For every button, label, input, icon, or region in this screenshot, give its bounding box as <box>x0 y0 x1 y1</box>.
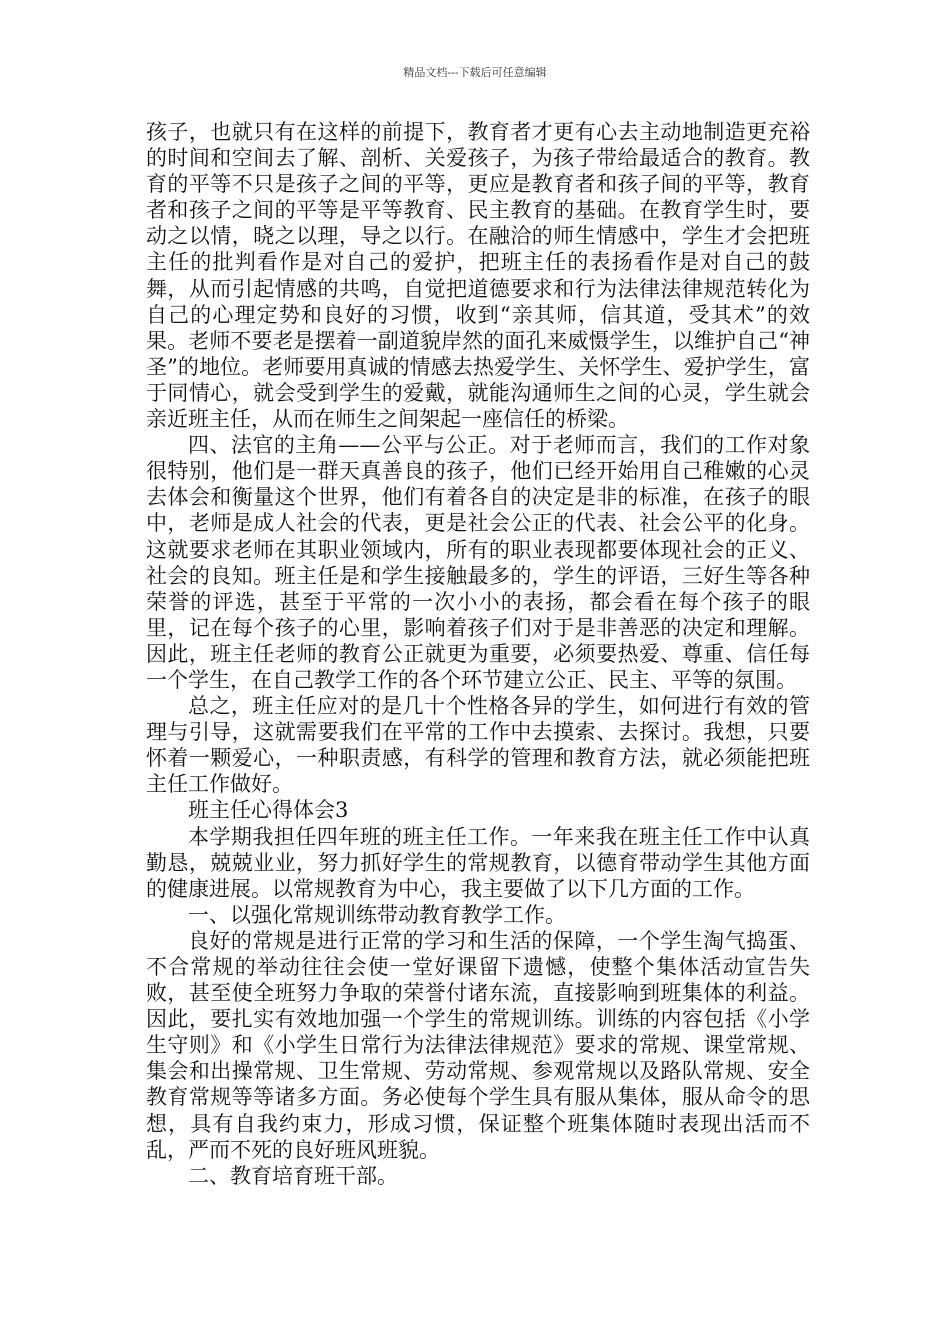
section-heading: 班主任心得体会3 <box>188 798 349 823</box>
paragraph-continuation: 孩子，也就只有在这样的前提下，教育者才更有心去主动地制造更充裕的时间和空间去了解、剖析、关爱孩子，为孩子带给最适合的教育。教育的平等不只是孩子之间的平等，更应是教育者和孩子间的平等，教育者和孩子之间的平等是平等教育、民主教育的基础。在教育学生时，要动之以情，晓之以理，导之以行。在融洽的师生情感中，学生才会把班主任的批判看作是对自己的爱护，把班主任的表扬看作是对自己的鼓舞，从而引起情感的共鸣，自觉把道德要求和行为法律法律规范转化为自己的心理定势和良好的习惯，收到“亲其师，信其道，受其术”的效果。老师不要老是摆着一副道貌岸然的面孔来威慑学生，以维护自己“神圣”的地位。老师要用真诚的情感去热爱学生、关怀学生、爱护学生，富于同情心，就会受到学生的爱戴，就能沟通师生之间的心灵，学生就会亲近班主任，从而在师生之间架起一座信任的桥梁。 <box>146 120 810 432</box>
paragraph-summary: 总之，班主任应对的是几十个性格各异的学生，如何进行有效的管理与引导，这就需要我们在平常的工作中去摸索、去探讨。我想，只要怀着一颗爱心，一种职责感，有科学的管理和教育方法，就必须能把班主任工作做好。 <box>146 694 810 797</box>
document-body <box>146 119 810 1189</box>
subheading-two: 二、教育培育班干部。 <box>188 1163 398 1188</box>
paragraph-intro: 本学期我担任四年班的班主任工作。一年来我在班主任工作中认真勤恳，兢兢业业，努力抓好学生的常规教育，以德育带动学生其他方面的健康进展。以常规教育为中心，我主要做了以下几方面的工作。 <box>146 824 810 901</box>
page-header: 精品文档---下载后可任意编辑 <box>403 66 547 79</box>
paragraph-section-four: 四、法官的主角——公平与公正。对于老师而言，我们的工作对象很特别，他们是一群天真善良的孩子，他们已经开始用自己稚嫩的心灵去体会和衡量这个世界，他们有着各自的决定是非的标准，在孩子的眼中，老师是成人社会的代表，更是社会公正的代表、社会公平的化身。这就要求老师在其职业领域内，所有的职业表现都要体现社会的正义、社会的良知。班主任是和学生接触最多的，学生的评语，三好生等各种荣誉的评选，甚至于平常的一次小小的表扬，都会看在每个孩子的眼里，记在每个孩子的心里，影响着孩子们对于是非善恶的决定和理解。因此，班主任老师的教育公正就更为重要，必须要热爱、尊重、信任每一个学生，在自己教学工作的各个环节建立公正、民主、平等的氛围。 <box>146 433 810 692</box>
subheading-one: 一、以强化常规训练带动教育教学工作。 <box>188 902 566 927</box>
paragraph-routine-training: 良好的常规是进行正常的学习和生活的保障，一个学生淘气捣蛋、不合常规的举动往往会使一堂好课留下遗憾，使整个集体活动宣告失败，甚至使全班努力争取的荣誉付诸东流，直接影响到班集体的利益。因此，要扎实有效地加强一个学生的常规训练。训练的内容包括《小学生守则》和《小学生日常行为法律法律规范》要求的常规、课堂常规、集会和出操常规、卫生常规、劳动常规、参观常规以及路队常规、安全教育常规等等诸多方面。务必使每个学生具有服从集体，服从命令的思想，具有自我约束力，形成习惯，保证整个班集体随时表现出活而不乱，严而不死的良好班风班貌。 <box>146 928 810 1162</box>
